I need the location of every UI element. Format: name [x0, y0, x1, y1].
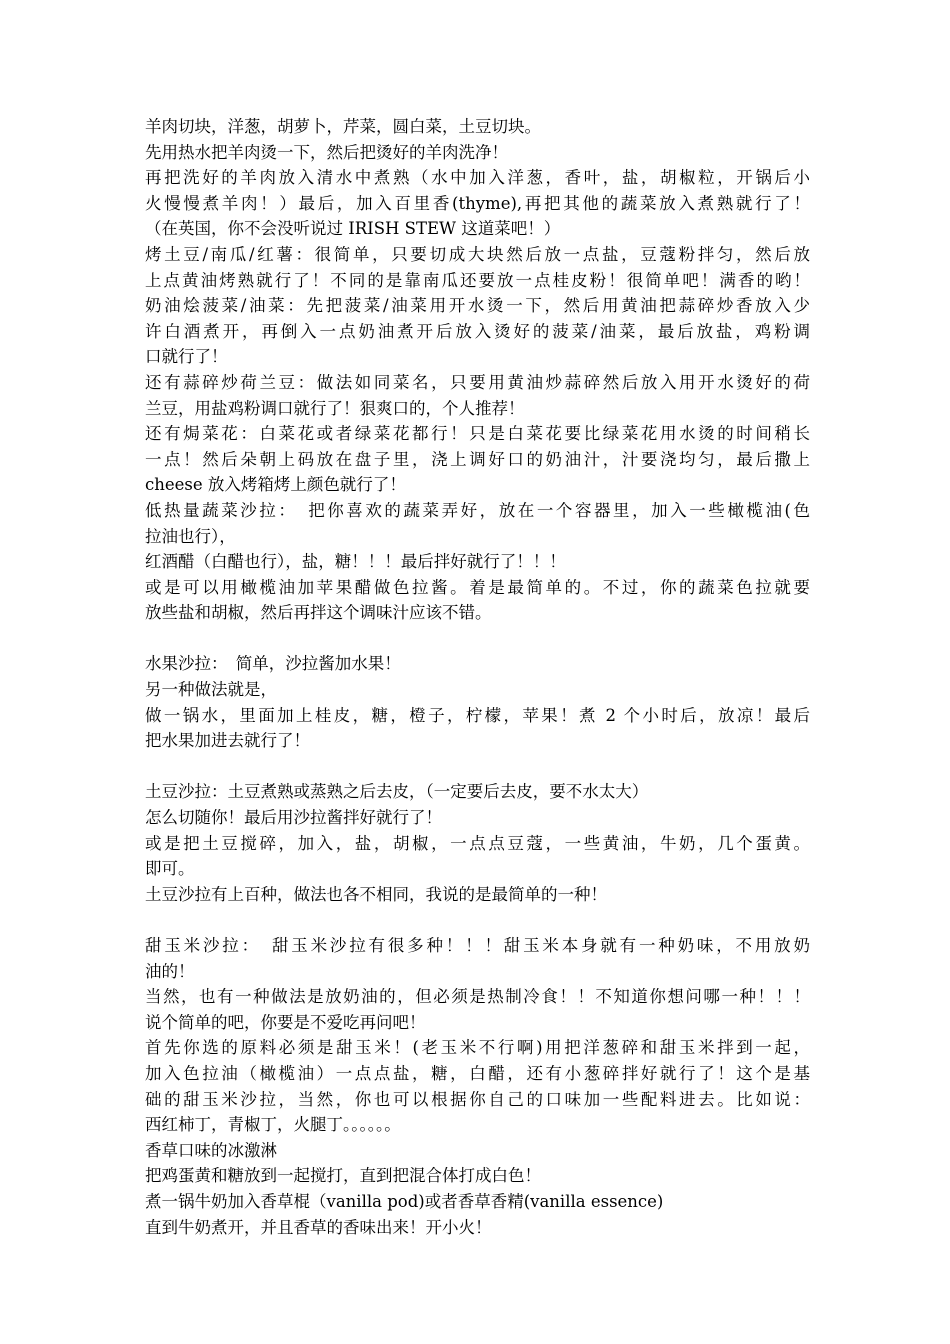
- text-line: 把水果加进去就行了！: [145, 731, 310, 751]
- text-line: 怎么切随你！最后用沙拉酱拌好就行了！: [145, 808, 442, 828]
- text-line: 低热量蔬菜沙拉： 把你喜欢的蔬菜弄好，放在一个容器里，加入一些橄榄油(色: [145, 500, 810, 520]
- text-line: 上点黄油烤熟就行了！不同的是靠南瓜还要放一点桂皮粉！很简单吧！满香的哟！: [145, 270, 810, 290]
- text-line: 还有焗菜花：白菜花或者绿菜花都行！只是白菜花要比绿菜花用水烫的时间稍长: [145, 424, 810, 444]
- text-line: 西红柿丁，青椒丁，火腿丁。。。。。。: [145, 1115, 401, 1135]
- text-line: 首先你选的原料必须是甜玉米！(老玉米不行啊)用把洋葱碎和甜玉米拌到一起，: [145, 1038, 810, 1058]
- blank-line: [145, 626, 810, 652]
- text-line: 说个简单的吧，你要是不爱吃再问吧！: [145, 1012, 426, 1032]
- text-line: 先用热水把羊肉烫一下，然后把烫好的羊肉洗净！: [145, 142, 508, 162]
- text-line: 奶油烩菠菜/油菜：先把菠菜/油菜用开水烫一下，然后用黄油把蒜碎炒香放入少: [145, 296, 810, 316]
- text-line: 红酒醋（白醋也行），盐，糖！！！最后拌好就行了！！！: [145, 552, 566, 572]
- text-line: 另一种做法就是，: [145, 680, 277, 700]
- text-line: 土豆沙拉有上百种，做法也各不相同，我说的是最简单的一种！: [145, 884, 607, 904]
- text-line: 一点！然后朵朝上码放在盘子里，浇上调好口的奶油汁，汁要浇均匀，最后撒上: [145, 449, 810, 469]
- text-line: 火慢慢煮羊肉！）最后，加入百里香(thyme),再把其他的蔬菜放入煮熟就行了！: [145, 193, 810, 213]
- text-line: 拉油也行），: [145, 526, 236, 546]
- text-line: 土豆沙拉：土豆煮熟或蒸熟之后去皮，（一定要后去皮，要不水太大）: [145, 782, 649, 802]
- text-line: 加入色拉油（橄榄油）一点点盐，糖，白醋，还有小葱碎拌好就行了！这个是基: [145, 1063, 810, 1083]
- text-line: 兰豆，用盐鸡粉调口就行了！狠爽口的，个人推荐！: [145, 398, 525, 418]
- text-line: 当然，也有一种做法是放奶油的，但必须是热制冷食！！不知道你想问哪一种！！！: [145, 987, 810, 1007]
- text-line: 做一锅水，里面加上桂皮，糖，橙子，柠檬，苹果！煮 2 个小时后，放凉！最后: [145, 705, 810, 725]
- text-line: 再把洗好的羊肉放入清水中煮熟（水中加入洋葱，香叶，盐，胡椒粒，开锅后小: [145, 168, 810, 188]
- text-line: 直到牛奶煮开，并且香草的香味出来！开小火！: [145, 1217, 492, 1237]
- blank-line: [145, 907, 810, 933]
- text-line: 放些盐和胡椒，然后再拌这个调味汁应该不错。: [145, 603, 492, 623]
- text-line: 础的甜玉米沙拉，当然，你也可以根据你自己的口味加一些配料进去。比如说：: [145, 1089, 810, 1109]
- text-line: 许白酒煮开，再倒入一点奶油煮开后放入烫好的菠菜/油菜，最后放盐，鸡粉调: [145, 321, 810, 341]
- text-line: 或是把土豆搅碎，加入，盐，胡椒，一点点豆蔻，一些黄油，牛奶，几个蛋黄。: [145, 833, 810, 853]
- text-line: 香草口味的冰激淋: [145, 1140, 277, 1160]
- text-line: 煮一锅牛奶加入香草棍（vanilla pod)或者香草香精(vanilla essence): [145, 1191, 664, 1211]
- text-line: cheese 放入烤箱烤上颜色就行了！: [145, 475, 406, 495]
- document-body: [145, 114, 810, 1240]
- text-line: 口就行了！: [145, 347, 228, 367]
- text-line: 把鸡蛋黄和糖放到一起搅打，直到把混合体打成白色！: [145, 1166, 541, 1186]
- text-line: 甜玉米沙拉： 甜玉米沙拉有很多种！！！甜玉米本身就有一种奶味，不用放奶: [145, 936, 810, 955]
- text-line: 烤土豆/南瓜/红薯：很简单，只要切成大块然后放一点盐，豆蔻粉拌匀，然后放: [145, 244, 810, 264]
- text-line: 油的！: [145, 961, 195, 981]
- text-line: 水果沙拉： 简单，沙拉酱加水果！: [145, 654, 401, 674]
- blank-line: [145, 754, 810, 780]
- text-line: 即可。: [145, 859, 195, 879]
- text-line: 羊肉切块，洋葱，胡萝卜，芹菜，圆白菜，土豆切块。: [145, 117, 541, 136]
- text-line: （在英国，你不会没听说过 IRISH STEW 这道菜吧！）: [145, 219, 561, 239]
- text-line: 还有蒜碎炒荷兰豆：做法如同菜名，只要用黄油炒蒜碎然后放入用开水烫好的荷: [145, 372, 810, 392]
- text-line: 或是可以用橄榄油加苹果醋做色拉酱。着是最简单的。不过，你的蔬菜色拉就要: [145, 577, 810, 597]
